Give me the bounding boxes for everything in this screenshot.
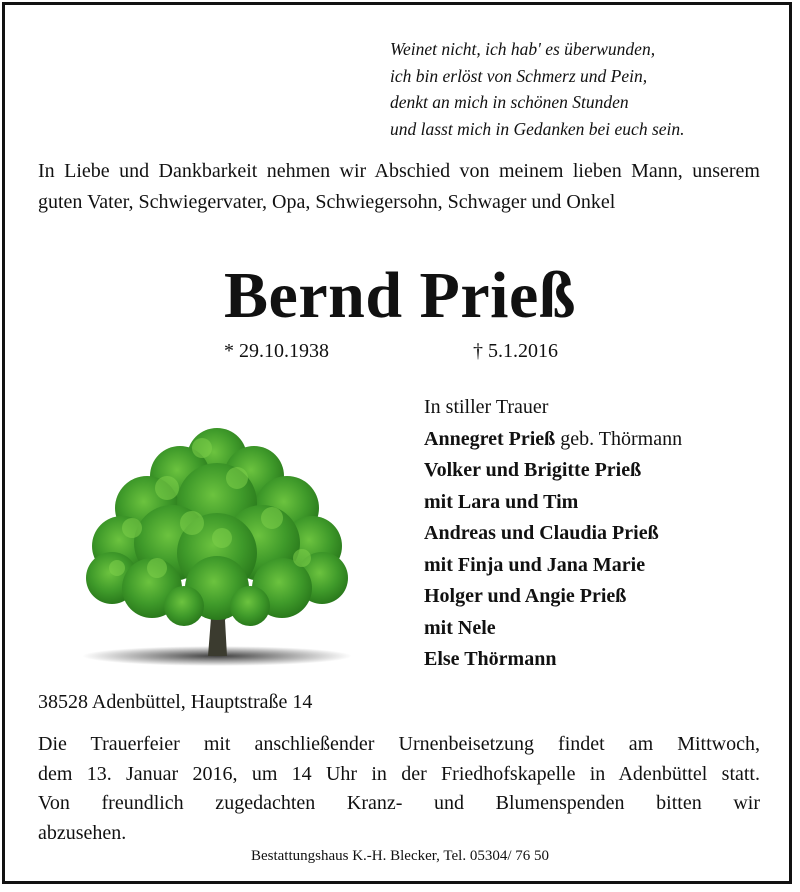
funeral-line: abzusehen. — [38, 822, 127, 845]
poem-line: und lasst mich in Gedanken bei euch sein. — [390, 118, 685, 139]
mourner-line: Else Thörmann — [424, 648, 557, 670]
death-date: † 5.1.2016 — [473, 340, 558, 362]
mourner-line: mit Nele — [424, 616, 496, 639]
funeral-line: Von freundlich zugedachten Kranz- und Blumenspenden bitten wir — [38, 792, 760, 815]
poem-line: denkt an mich in schönen Stunden — [390, 92, 629, 112]
birth-date: * 29.10.1938 — [224, 340, 329, 362]
mourner-line: mit Lara und Tim — [424, 490, 579, 513]
poem-line: ich bin erlöst von Schmerz und Pein, — [390, 65, 648, 86]
funeral-line: Die Trauerfeier mit anschließender Urnenbeisetzung findet am Mittwoch, — [38, 733, 760, 755]
mourners-list — [424, 392, 682, 676]
mourners-heading: In stiller Trauer — [424, 396, 549, 418]
funeral-info — [38, 730, 760, 849]
intro-text: In Liebe und Dankbarkeit nehmen wir Abschied von meinem lieben Mann, unserem guten Vater, Schwiegervater, Opa, Schwiegersohn, Schwager und Onkel — [38, 160, 760, 213]
address: 38528 Adenbüttel, Hauptstraße 14 — [38, 691, 313, 713]
mourner-line: Holger und Angie Prieß — [424, 585, 627, 607]
funeral-line: dem 13. Januar 2016, um 14 Uhr in der Friedhofskapelle in Adenbüttel statt. — [38, 762, 760, 785]
deceased-name: Bernd Prieß — [224, 259, 576, 332]
funeral-home-footer: Bestattungshaus K.-H. Blecker, Tel. 05304/ 76 50 — [250, 848, 550, 864]
mourner-name: Annegret Prieß — [424, 427, 556, 450]
mourner-line: mit Finja und Jana Marie — [424, 553, 646, 576]
poem — [390, 36, 775, 142]
mourner-line: Andreas und Claudia Prieß — [424, 522, 659, 544]
poem-line: Weinet nicht, ich hab' es überwunden, — [390, 39, 656, 59]
mourner-line: Volker und Brigitte Prieß — [424, 459, 642, 481]
tree-illustration — [72, 418, 362, 678]
mourner-line — [424, 424, 682, 456]
mourner-maiden-name: geb. Thörmann — [555, 427, 683, 450]
